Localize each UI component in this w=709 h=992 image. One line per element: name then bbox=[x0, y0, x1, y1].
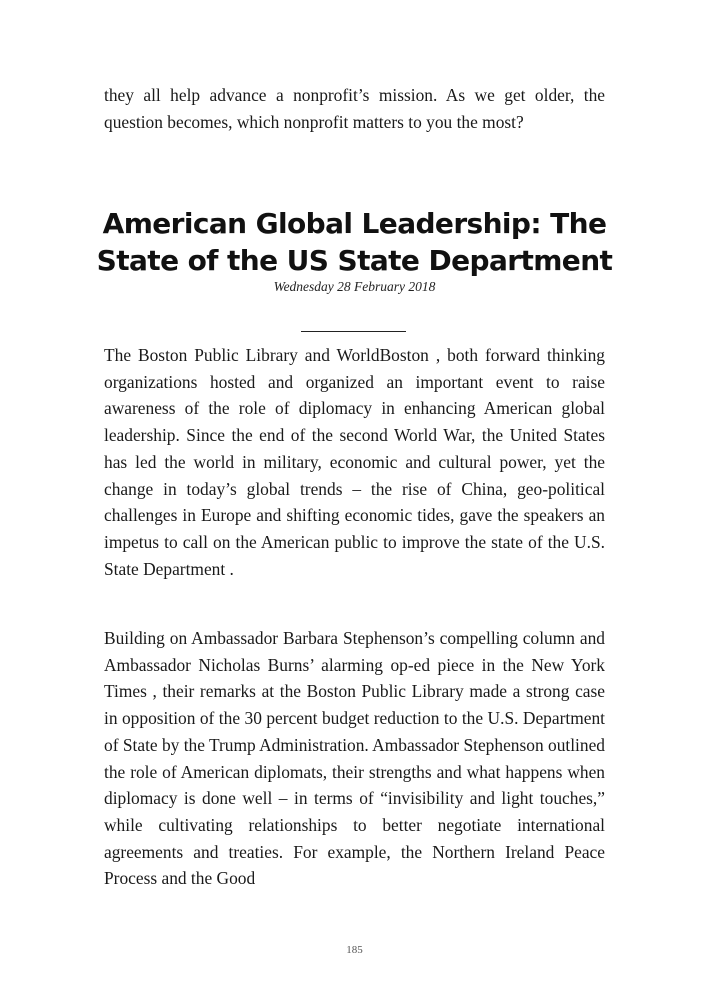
article-date: Wednesday 28 February 2018 bbox=[273, 279, 436, 294]
article-paragraph: The Boston Public Library and WorldBoston , both forward thinking organizations hosted and organized an important event to raise awareness of the role of diplomacy in enhancing American global leadership. Since the end of the second World War, the United States has led the world in military, economic and cultural power, yet the change in today’s global trends – the rise of China, geo-political challenges in Europe and shifting economic tides, gave the speakers an impetus to call on the American public to improve the state of the U.S. State Department . bbox=[104, 345, 605, 579]
intro-paragraph: they all help advance a nonprofit’s mission. As we get older, the question becomes, which nonprofit matters to you the most? bbox=[104, 85, 605, 132]
title-divider bbox=[301, 331, 406, 332]
document-page bbox=[96, 0, 613, 992]
article-title: American Global Leadership: The State of the US State Department bbox=[96, 207, 613, 277]
article-paragraph: Building on Ambassador Barbara Stephenson’s compelling column and Ambassador Nicholas Burns’ alarming op-ed piece in the New York Times , their remarks at the Boston Public Library made a strong case in opposition of the 30 percent budget reduction to the U.S. Department of State by the Trump Administration. Ambassador Stephenson outlined the role of American diplomats, their strengths and what happens when diplomacy is done well – in terms of “invisibility and light touches,” while cultivating relationships to better negotiate international agreements and treaties. For example, the Northern Ireland Peace Process and the Good bbox=[104, 628, 605, 889]
page-number: 185 bbox=[346, 944, 363, 956]
